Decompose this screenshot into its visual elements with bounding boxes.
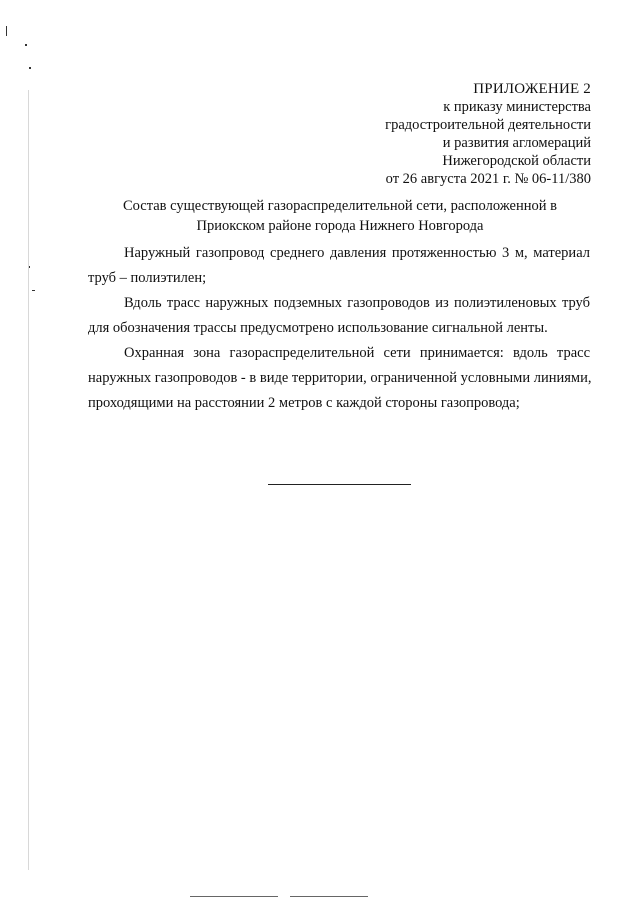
appendix-title: ПРИЛОЖЕНИЕ 2 (473, 81, 591, 97)
paragraph-first-line: Вдоль трасс наружных подземных газопроводов из полиэтиленовых труб (124, 295, 590, 311)
document-title (90, 196, 590, 236)
paragraph-pipeline (88, 241, 590, 291)
paragraph-first-line: Охранная зона газораспределительной сети принимается: вдоль трасс (124, 345, 590, 361)
appendix-agglomeration-line: и развития агломераций (442, 135, 591, 151)
appendix-region-line: Нижегородской области (442, 153, 591, 169)
scan-bottom-line (290, 896, 368, 897)
scan-speck (6, 26, 7, 36)
paragraph-first-line: Наружный газопровод среднего давления протяженностью 3 м, материал (124, 245, 590, 261)
appendix-ministry-line: градостроительной деятельности (385, 117, 591, 133)
appendix-order-line: к приказу министерства (443, 99, 591, 115)
paragraph-line: для обозначения трассы предусмотрено использование сигнальной ленты. (88, 320, 548, 336)
paragraph-line: наружных газопроводов - в виде территории, ограниченной условными линиями, (88, 370, 592, 386)
document-title-line-1: Состав существующей газораспределительной сети, расположенной в (123, 198, 557, 214)
scan-edge-line (28, 90, 29, 870)
paragraph-protection-zone (88, 341, 590, 416)
end-separator-line (268, 484, 411, 485)
paragraph-line: труб – полиэтилен; (88, 270, 207, 286)
scan-speck (29, 67, 31, 69)
scan-speck (25, 44, 27, 46)
appendix-header (385, 80, 591, 188)
scan-speck (32, 290, 35, 291)
document-title-line-2: Приокском районе города Нижнего Новгорода (196, 218, 484, 234)
appendix-date-number: от 26 августа 2021 г. № 06-11/380 (385, 171, 591, 187)
scan-bottom-line (190, 896, 278, 897)
paragraph-signal-tape (88, 291, 590, 341)
paragraph-line: проходящими на расстоянии 2 метров с каждой стороны газопровода; (88, 395, 520, 411)
